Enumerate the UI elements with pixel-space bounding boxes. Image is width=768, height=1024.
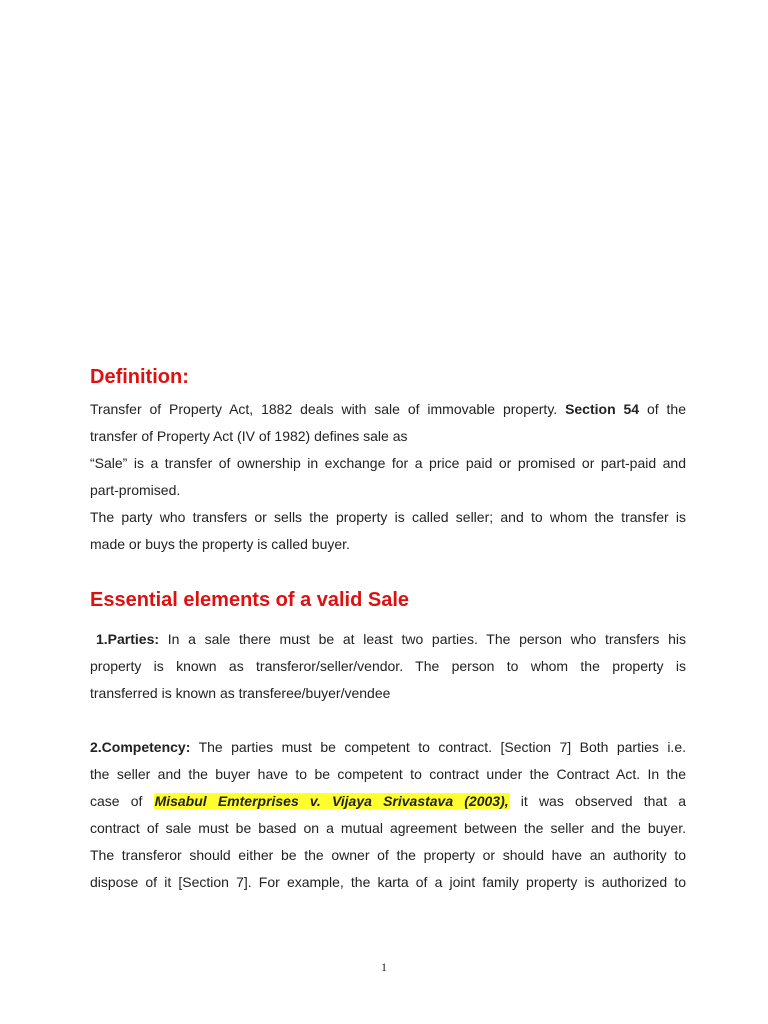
- case-citation-highlight: Misabul Emterprises v. Vijaya Srivastava (2003),: [154, 793, 509, 809]
- competency-label: 2.Competency:: [90, 739, 191, 755]
- competency-line-2: the seller and the buyer have to be competent to contract under the Contract Act. In the: [90, 766, 686, 782]
- parties-text-1: In a sale there must be at least two parties. The person who transfers his: [167, 631, 687, 647]
- competency-line-1: [90, 734, 686, 761]
- definition-text-b: of the: [646, 401, 687, 417]
- section-54-label: Section 54: [565, 401, 640, 417]
- definition-line-2: transfer of Property Act (IV of 1982) defines sale as: [90, 428, 408, 444]
- competency-line-6: dispose of it [Section 7]. For example, the karta of a joint family property is authorized to: [90, 874, 686, 890]
- definition-heading: Definition:: [90, 366, 189, 388]
- definition-line-6: made or buys the property is called buyer.: [90, 536, 350, 552]
- definition-paragraph: [90, 396, 686, 558]
- definition-line-4: part-promised.: [90, 482, 181, 498]
- parties-label: 1.Parties:: [96, 631, 160, 647]
- competency-line-4: contract of sale must be based on a mutual agreement between the seller and the buyer.: [90, 820, 686, 836]
- page-number: 1: [381, 960, 387, 974]
- definition-line-3: “Sale” is a transfer of ownership in exchange for a price paid or promised or part-paid and: [90, 455, 686, 471]
- competency-line-3: [90, 788, 686, 815]
- essentials-heading: Essential elements of a valid Sale: [90, 589, 410, 611]
- parties-line-1: [90, 626, 686, 653]
- competency-paragraph: [90, 734, 686, 896]
- parties-paragraph: [90, 626, 686, 707]
- definition-line-5: The party who transfers or sells the property is called seller; and to whom the transfer is: [90, 509, 686, 525]
- parties-line-3: transferred is known as transferee/buyer/vendee: [90, 685, 391, 701]
- competency-text-3b: it was observed that a: [520, 793, 687, 809]
- parties-line-2: property is known as transferor/seller/vendor. The person to whom the property is: [90, 658, 686, 674]
- competency-line-5: The transferor should either be the owner of the property or should have an authority to: [90, 847, 686, 863]
- definition-text-a: Transfer of Property Act, 1882 deals with sale of immovable property.: [90, 401, 558, 417]
- competency-text-1: The parties must be competent to contract. [Section 7] Both parties i.e.: [198, 739, 686, 755]
- competency-text-3a: case of: [90, 793, 143, 809]
- definition-line-1: [90, 396, 686, 423]
